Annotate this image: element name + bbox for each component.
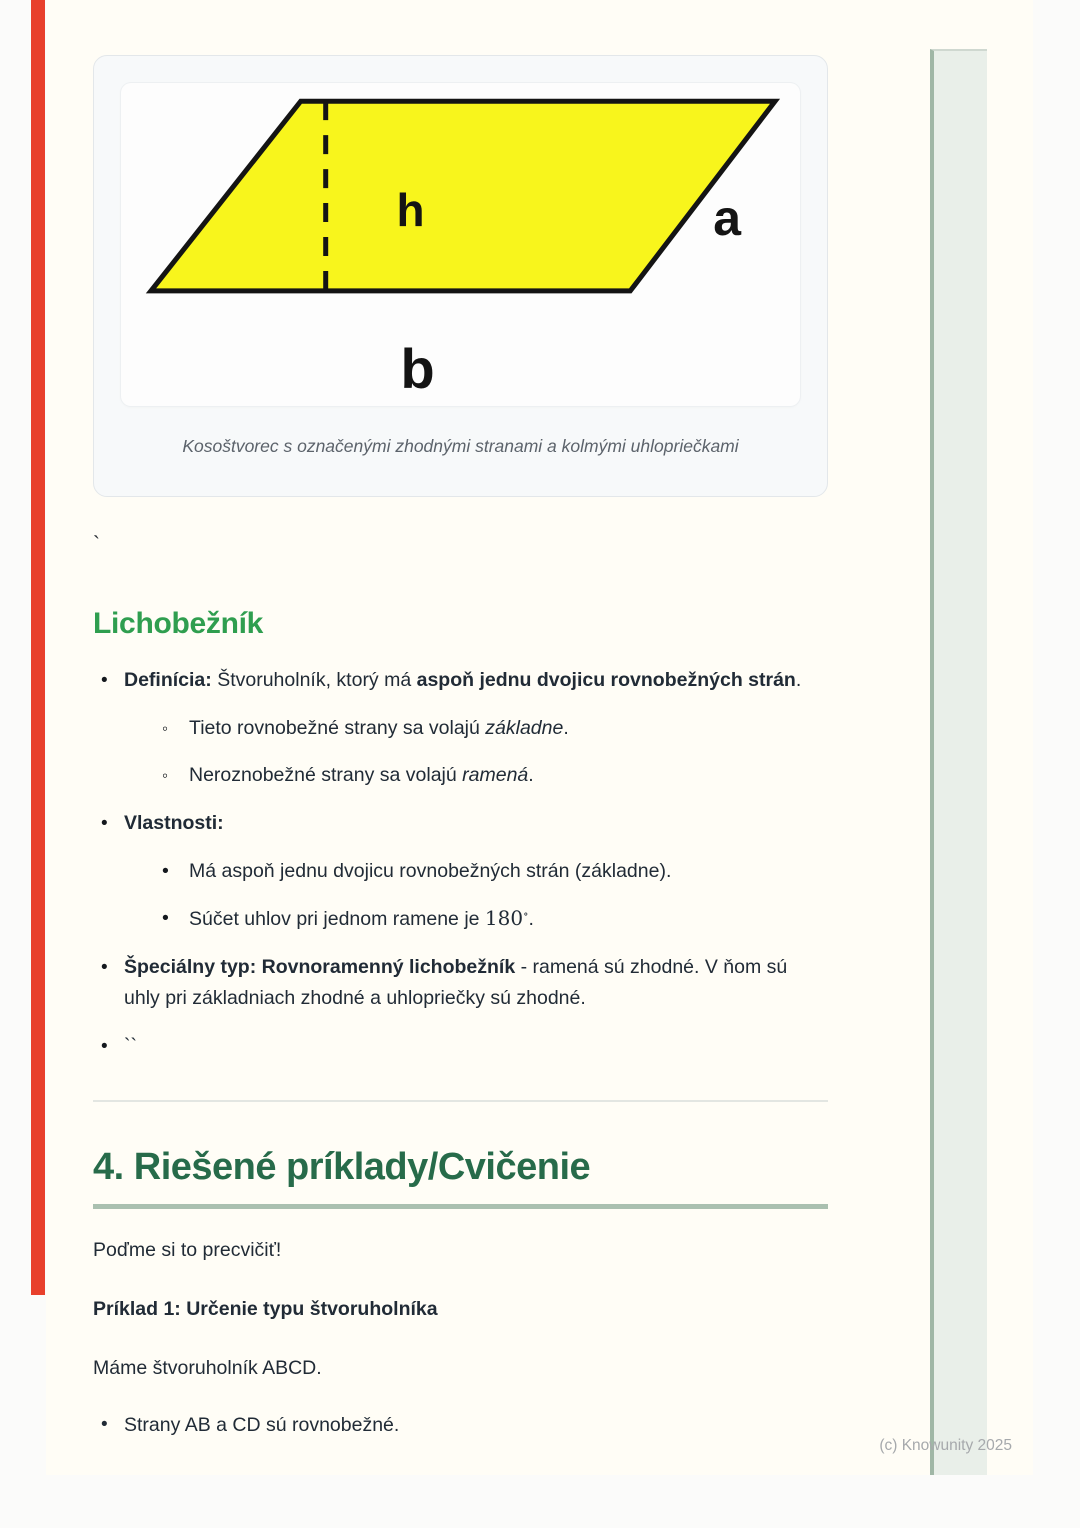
definition-end: . [795, 669, 802, 691]
bullet-circle-icon: ◦ [162, 719, 169, 738]
base-note-end: . [563, 717, 569, 739]
trapezoid-list [93, 665, 828, 1062]
definition-bold: aspoň jednu dvojicu rovnobežných strán [416, 669, 796, 691]
document-content [93, 0, 828, 1437]
figure-card [93, 55, 828, 497]
bullet-disc-icon: • [101, 957, 108, 978]
property-2-item [158, 903, 828, 935]
special-type-rest: - ramená sú zhodné. V ňom sú uhly pri základniach zhodné a uhlopriečky sú zhodné. [124, 956, 788, 1009]
bullet-disc-icon: • [101, 1414, 108, 1435]
properties-item [93, 808, 828, 935]
double-tick-item [93, 1031, 828, 1062]
legs-note-pre: Neroznobežné strany sa volajú [189, 764, 463, 786]
stray-backtick: ` [93, 533, 100, 556]
example-1-text: Máme štvoruholník ABCD. [93, 1357, 322, 1379]
base-label: b [400, 336, 435, 400]
bullet-disc-icon: • [162, 860, 169, 882]
example-1-bullet-text: Strany AB a CD sú rovnobežné. [124, 1414, 400, 1436]
special-type-bold: Špeciálny typ: Rovnoramenný lichobežník [124, 956, 516, 978]
copyright-notice: (c) Knowunity 2025 [879, 1437, 1012, 1454]
properties-label: Vlastnosti: [124, 812, 224, 834]
definition-item [93, 665, 828, 791]
section-divider [93, 1100, 828, 1102]
definition-label: Definícia: [124, 669, 212, 691]
property-1-item [158, 856, 828, 887]
special-type-item [93, 952, 828, 1014]
examples-intro: Poďme si to precvičiť! [93, 1239, 282, 1261]
side-label: a [713, 190, 741, 247]
properties-sublist [158, 856, 828, 935]
definition-mid: Štvoruholník, ktorý má [211, 669, 417, 691]
examples-heading: 4. Riešené príklady/Cvičenie [93, 1146, 828, 1209]
left-margin-red-marker [31, 0, 45, 1295]
trapezoid-heading: Lichobežník [93, 607, 264, 640]
bullet-disc-icon: • [101, 813, 108, 834]
example-1-bullet-item [93, 1414, 828, 1437]
property-2-end: . [528, 908, 534, 930]
parallelogram-figure [121, 83, 800, 406]
base-note-term: základne [485, 717, 564, 739]
example-1-list [93, 1414, 828, 1437]
bullet-disc-icon: • [101, 670, 108, 691]
property-2-pre: Súčet uhlov pri jednom ramene je [189, 908, 485, 930]
parallelogram-shape [151, 101, 775, 291]
angle-value: 180∘ [484, 906, 529, 930]
property-1-text: Má aspoň jednu dvojicu rovnobežných strán (základne). [189, 860, 672, 882]
legs-note-end: . [528, 764, 534, 786]
bullet-circle-icon: ◦ [162, 766, 169, 785]
legs-note-term: ramená [462, 764, 529, 786]
example-1-title: Príklad 1: Určenie typu štvoruholníka [93, 1298, 438, 1320]
page-edge-green-bar [930, 49, 987, 1475]
base-note-pre: Tieto rovnobežné strany sa volajú [189, 717, 486, 739]
bullet-disc-icon: • [101, 1036, 108, 1057]
figure-caption: Kosoštvorec s označenými zhodnými stranami a kolmými uhlopriečkami [182, 436, 739, 456]
figure-image-panel [121, 83, 800, 406]
legs-note-item [158, 760, 828, 791]
definition-sublist [158, 713, 828, 791]
height-label: h [396, 184, 425, 237]
base-note-item [158, 713, 828, 744]
double-tick-text: `` [124, 1035, 137, 1057]
degree-symbol: ∘ [523, 907, 529, 921]
bullet-disc-icon: • [162, 907, 169, 929]
